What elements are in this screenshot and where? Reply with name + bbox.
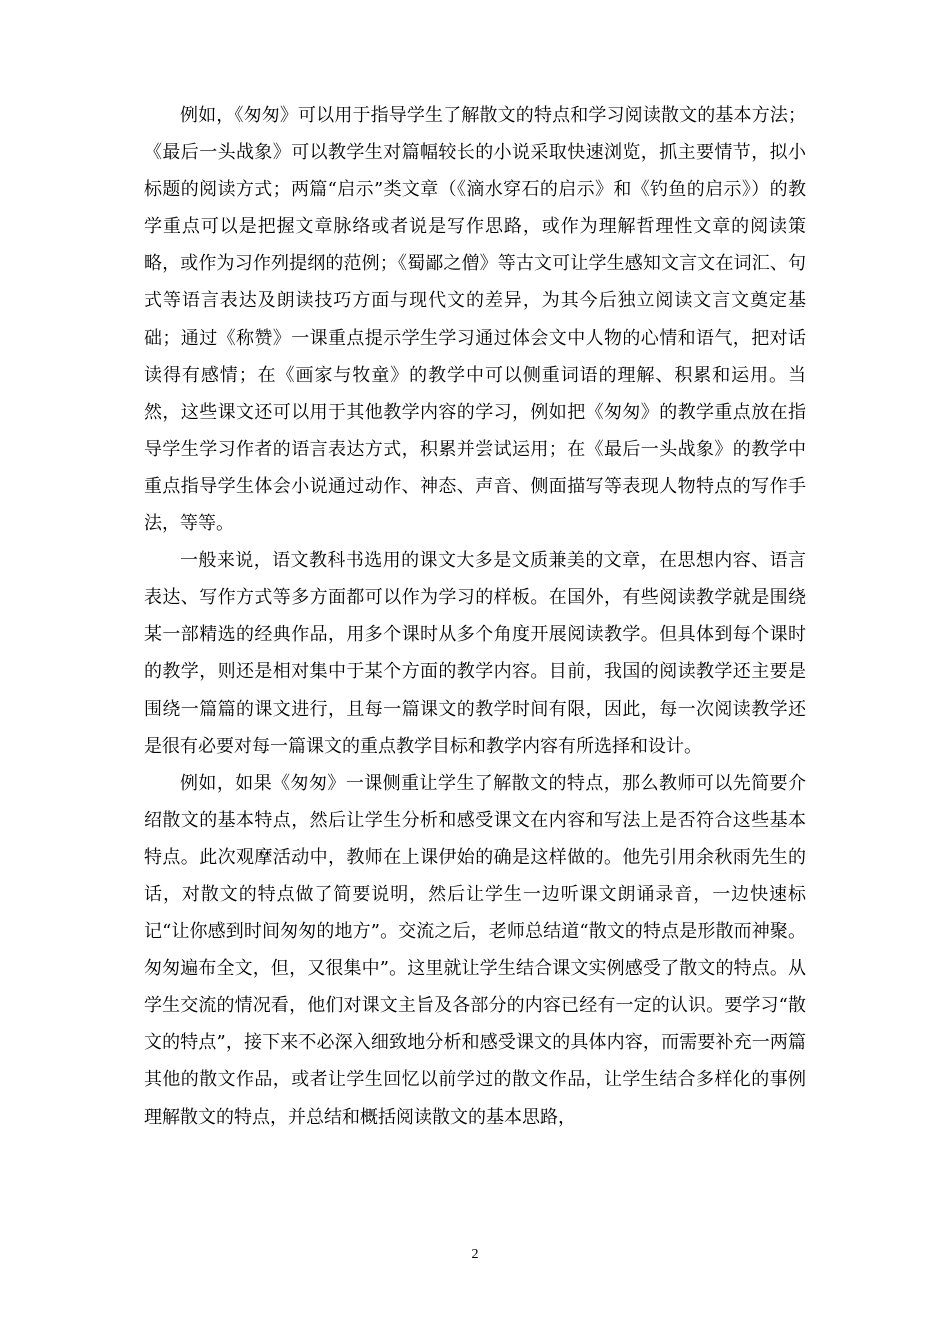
- body-text: [144, 97, 806, 1136]
- paragraph-3: 例如，如果《匆匆》一课侧重让学生了解散文的特点，那么教师可以先简要介绍散文的基本特点，然后让学生分析和感受课文在内容和写法上是否符合这些基本特点。此次观摩活动中，教师在上课伊始的确是这样做的。他先引用余秋雨先生的话，对散文的特点做了简要说明，然后让学生一边听课文朗诵录音，一边快速标记“让你感到时间匆匆的地方”。交流之后，老师总结道“散文的特点是形散而神聚。匆匆遍布全文，但，又很集中”。这里就让学生结合课文实例感受了散文的特点。从学生交流的情况看，他们对课文主旨及各部分的内容已经有一定的认识。要学习“散文的特点”，接下来不必深入细致地分析和感受课文的具体内容，而需要补充一两篇其他的散文作品，或者让学生回忆以前学过的散文作品，让学生结合多样化的事例理解散文的特点，并总结和概括阅读散文的基本思路，: [144, 772, 806, 1128]
- paragraph-2: 一般来说，语文教科书选用的课文大多是文质兼美的文章，在思想内容、语言表达、写作方式等多方面都可以作为学习的样板。在国外，有些阅读教学就是围绕某一部精选的经典作品，用多个课时从多个角度开展阅读教学。但具体到每个课时的教学，则还是相对集中于某个方面的教学内容。目前，我国的阅读教学还主要是围绕一篇篇的课文进行，且每一篇课文的教学时间有限，因此，每一次阅读教学还是很有必要对每一篇课文的重点教学目标和教学内容有所选择和设计。: [144, 550, 806, 757]
- page-number: 2: [471, 1247, 479, 1262]
- paragraph-1: 例如，《匆匆》可以用于指导学生了解散文的特点和学习阅读散文的基本方法；《最后一头战象》可以教学生对篇幅较长的小说采取快速浏览，抓主要情节，拟小标题的阅读方式；两篇“启示”类文章（《滴水穿石的启示》和《钓鱼的启示》）的教学重点可以是把握文章脉络或者说是写作思路，或作为理解哲理性文章的阅读策略，或作为习作列提纲的范例；《蜀鄙之僧》等古文可让学生感知文言文在词汇、句式等语言表达及朗读技巧方面与现代文的差异，为其今后独立阅读文言文奠定基础；通过《称赞》一课重点提示学生学习通过体会文中人物的心情和语气，把对话读得有感情；在《画家与牧童》的教学中可以侧重词语的理解、积累和运用。当然，这些课文还可以用于其他教学内容的学习，例如把《匆匆》的教学重点放在指导学生学习作者的语言表达方式，积累并尝试运用；在《最后一头战象》的教学中重点指导学生体会小说通过动作、神态、声音、侧面描写等表现人物特点的写作手法，等等。: [144, 105, 806, 535]
